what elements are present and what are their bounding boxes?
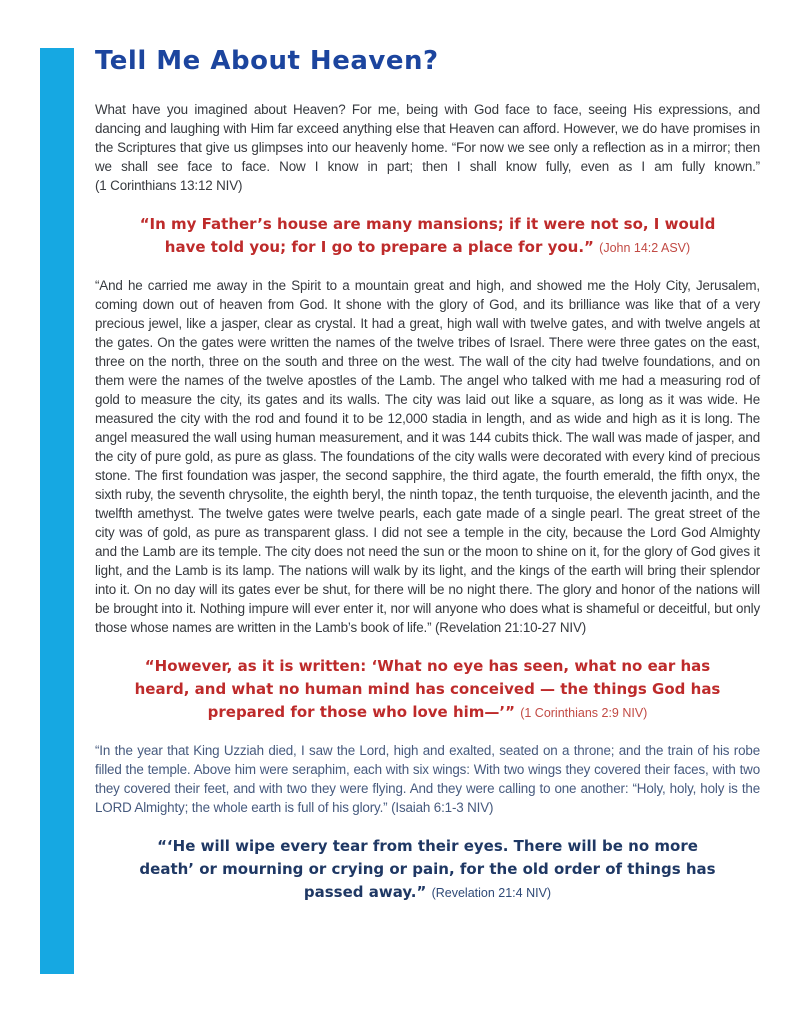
scripture-quote-john-text: “In my Father’s house are many mansions; if it were not so, I would have told you; for I go to prepare a place for you.” <box>139 215 716 256</box>
scripture-quote-corinthians <box>133 651 723 725</box>
scripture-quote-revelation-citation: (Revelation 21:4 NIV) <box>431 886 552 900</box>
intro-paragraph-citation: (1 Corinthians 13:12 NIV) <box>95 178 243 193</box>
scripture-quote-corinthians-text: “However, as it is written: ‘What no eye has seen, what no ear has heard, and what no human mind has conceived — the things God has prepared for those who love him—’” <box>134 657 721 721</box>
scripture-quote-corinthians-citation: (1 Corinthians 2:9 NIV) <box>520 706 648 720</box>
scripture-quote-revelation <box>133 831 723 905</box>
page-title: Tell Me About Heaven? <box>95 46 439 76</box>
intro-paragraph <box>95 100 760 195</box>
scripture-quote-john-citation: (John 14:2 ASV) <box>599 241 691 255</box>
scripture-quote-john <box>133 209 723 260</box>
accent-bar <box>40 48 74 974</box>
revelation-city-paragraph-text: “And he carried me away in the Spirit to a mountain great and high, and showed me the Holy City, Jerusalem, coming down out of heaven from God. It shone with the glory of God, and its brilliance was like that of a very precious jewel, like a jasper, clear as crystal. It had a great, high wall with twelve gates, and with twelve angels at the gates. On the gates were written the names of the twelve tribes of Israel. There were three gates on the east, three on the north, three on the south and three on the west. The wall of the city had twelve foundations, and on them were the names of the twelve apostles of the Lamb. The angel who talked with me had a measuring rod of gold to measure the city, its gates and its walls. The city was laid out like a square, as long as it was wide. He measured the city with the rod and found it to be 12,000 stadia in length, and as wide and high as it is long. The angel measured the wall using human measurement, and it was 144 cubits thick. The wall was made of jasper, and the city of pure gold, as pure as glass. The foundations of the city walls were decorated with every kind of precious stone. The first foundation was jasper, the second sapphire, the third agate, the fourth emerald, the fifth onyx, the sixth ruby, the seventh chrysolite, the eighth beryl, the ninth topaz, the tenth turquoise, the eleventh jacinth, and the twelfth amethyst. The twelve gates were twelve pearls, each gate made of a single pearl. The great street of the city was of gold, as pure as transparent glass. I did not see a temple in the city, because the Lord God Almighty and the Lamb are its temple. The city does not need the sun or the moon to shine on it, for the glory of God gives it light, and the Lamb is its lamp. The nations will walk by its light, and the kings of the earth will bring their splendor into it. On no day will its gates ever be shut, for there will be no night there. The glory and honor of the nations will be brought into it. Nothing impure will ever enter it, nor will anyone who does what is shameful or deceitful, but only those whose names are written in the Lamb’s book of life.” <box>95 278 760 635</box>
isaiah-paragraph-text: “In the year that King Uzziah died, I saw the Lord, high and exalted, seated on a throne; and the train of his robe filled the temple. Above him were seraphim, each with six wings: With two wings they covered their faces, with two they covered their feet, and with two they were flying. And they were calling to one another: “Holy, holy, holy is the LORD Almighty; the whole earth is full of his glory.” <box>95 743 760 815</box>
scripture-quote-revelation-text: “‘He will wipe every tear from their eyes. There will be no more death’ or mourning or crying or pain, for the old order of things has passed away.” <box>139 837 716 901</box>
isaiah-paragraph-citation: (Isaiah 6:1-3 NIV) <box>391 800 494 815</box>
revelation-city-paragraph-citation: (Revelation 21:10-27 NIV) <box>435 620 587 635</box>
revelation-city-paragraph <box>95 276 760 637</box>
document-content <box>95 46 760 921</box>
isaiah-paragraph <box>95 741 760 817</box>
intro-paragraph-text: What have you imagined about Heaven? For me, being with God face to face, seeing His expressions, and dancing and laughing with Him far exceed anything else that Heaven can afford. However, we do have promises in the Scriptures that give us glimpses into our heavenly home. “For now we see only a reflection as in a mirror; then we shall see face to face. Now I know in part; then I shall know fully, even as I am fully known.” <box>95 102 760 174</box>
